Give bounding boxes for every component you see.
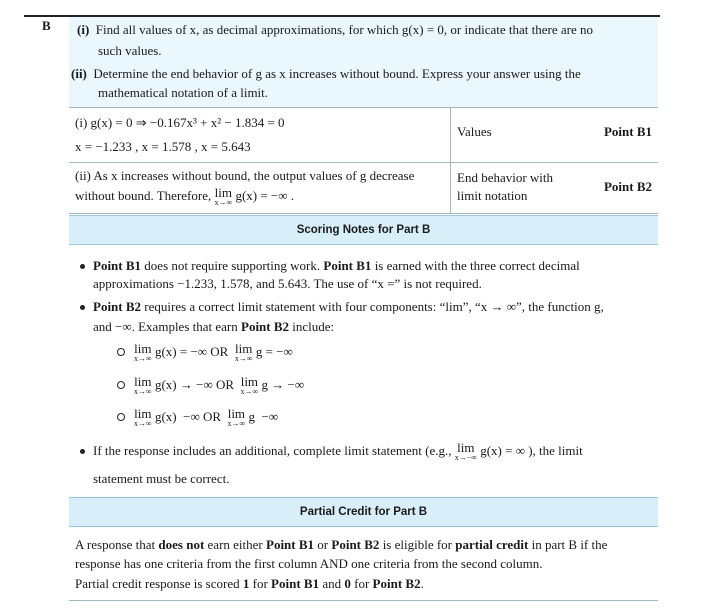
question-box — [69, 17, 658, 108]
question-ii-text-cont: mathematical notation of a limit. — [98, 85, 269, 100]
criterion-end-behavior-cont: limit notation — [457, 188, 528, 203]
bullet-icon — [80, 449, 85, 454]
bullet-icon — [80, 305, 85, 310]
scoring-notes-header: Scoring Notes for Part B — [69, 215, 658, 245]
solution-i-equation: (i) g(x) = 0 ⇒ −0.167x³ + x² − 1.834 = 0 — [75, 115, 285, 130]
example-3: lim x→∞ g(x) −∞ OR lim x→∞ g −∞ — [134, 406, 279, 428]
note-b3-line2: statement must be correct. — [93, 471, 230, 486]
note-b3-line1: If the response includes an additional, complete limit statement (e.g., lim x→−∞ g(x) = ∞ ), the limit — [93, 440, 583, 462]
note-b2-line1: Point B2 requires a correct limit statement with four components: “lim”, “x → ∞”, the function g, — [93, 299, 604, 314]
example-2: lim x→∞ g(x) → −∞ OR lim x→∞ g → −∞ — [134, 374, 305, 396]
note-b1-line2: approximations −1.233, 1.578, and 5.643. The use of “x =” is not required. — [93, 276, 482, 291]
question-ii-number: (ii) — [71, 66, 87, 81]
table-row — [69, 108, 658, 163]
circle-bullet-icon — [117, 348, 125, 356]
note-b1-line1: Point B1 does not require supporting work. Point B1 is earned with the three correct decimal — [93, 258, 580, 273]
question-i-text: Find all values of x, as decimal approximations, for which g(x) = 0, or indicate that there are no — [95, 22, 593, 37]
solution-ii-line1: (ii) As x increases without bound, the output values of g decrease — [75, 168, 415, 183]
example-1: lim x→∞ g(x) = −∞ OR lim x→∞ g = −∞ — [134, 341, 293, 363]
criterion-end-behavior: End behavior with — [457, 170, 554, 185]
scoring-table — [69, 107, 658, 214]
solution-i-values: x = −1.233 , x = 1.578 , x = 5.643 — [75, 139, 251, 154]
point-b1-label: Point B1 — [603, 124, 652, 139]
bottom-rule — [69, 600, 658, 601]
limit-expression: lim x→∞ — [214, 185, 233, 207]
criterion-values: Values — [457, 124, 492, 139]
partial-line1: A response that does not earn either Point B1 or Point B2 is eligible for partial credit in part B if the — [75, 537, 608, 552]
circle-bullet-icon — [117, 381, 125, 389]
table-row — [69, 163, 658, 214]
question-i-text-cont: such values. — [98, 43, 162, 58]
question-i-number: (i) — [77, 22, 90, 37]
partial-line2: response has one criteria from the first column AND one criteria from the second column. — [75, 556, 543, 571]
partial-credit-header: Partial Credit for Part B — [69, 497, 658, 527]
point-b2-label: Point B2 — [603, 179, 652, 194]
solution-ii-line2: without bound. Therefore, lim x→∞ g(x) = −∞ . — [75, 185, 295, 207]
bullet-icon — [80, 264, 85, 269]
partial-line3: Partial credit response is scored 1 for Point B1 and 0 for Point B2. — [75, 576, 424, 591]
question-ii-text: Determine the end behavior of g as x increases without bound. Express your answer using the — [93, 66, 581, 81]
part-label: B — [42, 18, 51, 33]
circle-bullet-icon — [117, 413, 125, 421]
note-b2-line2: and −∞. Examples that earn Point B2 include: — [93, 319, 335, 334]
